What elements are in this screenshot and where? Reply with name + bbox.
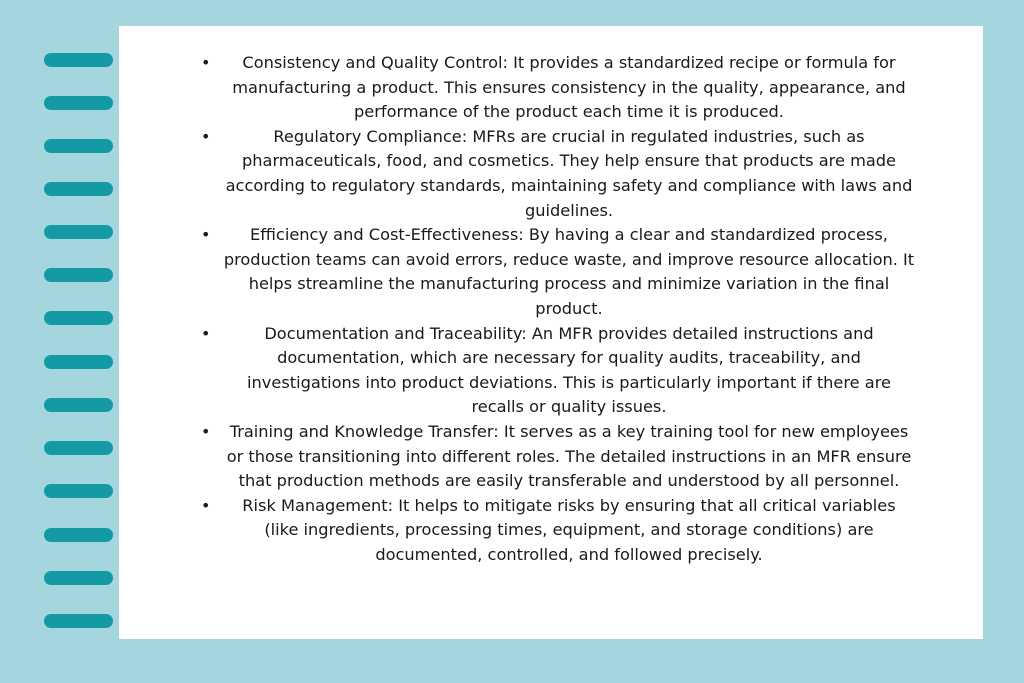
binding-ring: [44, 614, 113, 628]
binding-ring: [44, 139, 113, 153]
bullet-icon: •: [201, 323, 211, 343]
bullet-icon: •: [201, 126, 211, 146]
list-item: [195, 420, 915, 494]
list-item-text: Training and Knowledge Transfer: It serves as a key training tool for new employees or those transitioning into different roles. The detailed instructions in an MFR ensure that production methods are easily transferable and understood by all personnel.: [226, 421, 912, 491]
binding-ring: [44, 398, 113, 412]
list-item-text: Efficiency and Cost-Effectiveness: By having a clear and standardized process, production teams can avoid errors, reduce waste, and improve resource allocation. It helps streamline the manufacturing process and minimize variation in the final product.: [223, 225, 915, 318]
list-item-text: Risk Management: It helps to mitigate risks by ensuring that all critical variables (like ingredients, processing times, equipment, and storage conditions) are documented, controlled, and followed precisely.: [242, 495, 896, 564]
binding-ring: [44, 53, 113, 67]
binding-ring: [44, 571, 113, 585]
bullet-icon: •: [201, 53, 211, 72]
binding-ring: [44, 484, 113, 498]
binding-ring: [44, 96, 113, 110]
binding-ring: [44, 225, 113, 239]
list-item: [195, 223, 915, 321]
spiral-binding: [44, 0, 114, 683]
bullet-icon: •: [201, 421, 211, 441]
list-item-text: Consistency and Quality Control: It provides a standardized recipe or formula for manufacturing a product. This ensures consistency in the quality, appearance, and performance of the product each time it is produced.: [232, 53, 906, 122]
list-item: [195, 51, 915, 125]
binding-ring: [44, 528, 113, 542]
binding-ring: [44, 441, 113, 455]
binding-ring: [44, 355, 113, 369]
list-item-text: Documentation and Traceability: An MFR provides detailed instructions and documentation, which are necessary for quality audits, traceability, and investigations into product deviations. This is particularly important if there are recalls or quality issues.: [247, 323, 891, 417]
list-item: [195, 494, 915, 568]
benefits-list: [195, 51, 915, 567]
list-item: [195, 125, 915, 223]
binding-ring: [44, 268, 113, 282]
list-item-text: Regulatory Compliance: MFRs are crucial in regulated industries, such as pharmaceuticals, food, and cosmetics. They help ensure that products are made according to regulatory standards, maintaining safety and compliance with laws and guidelines.: [225, 126, 913, 220]
binding-ring: [44, 311, 113, 325]
bullet-icon: •: [201, 495, 211, 515]
binding-ring: [44, 182, 113, 196]
list-item: [195, 322, 915, 420]
bullet-icon: •: [201, 225, 211, 245]
